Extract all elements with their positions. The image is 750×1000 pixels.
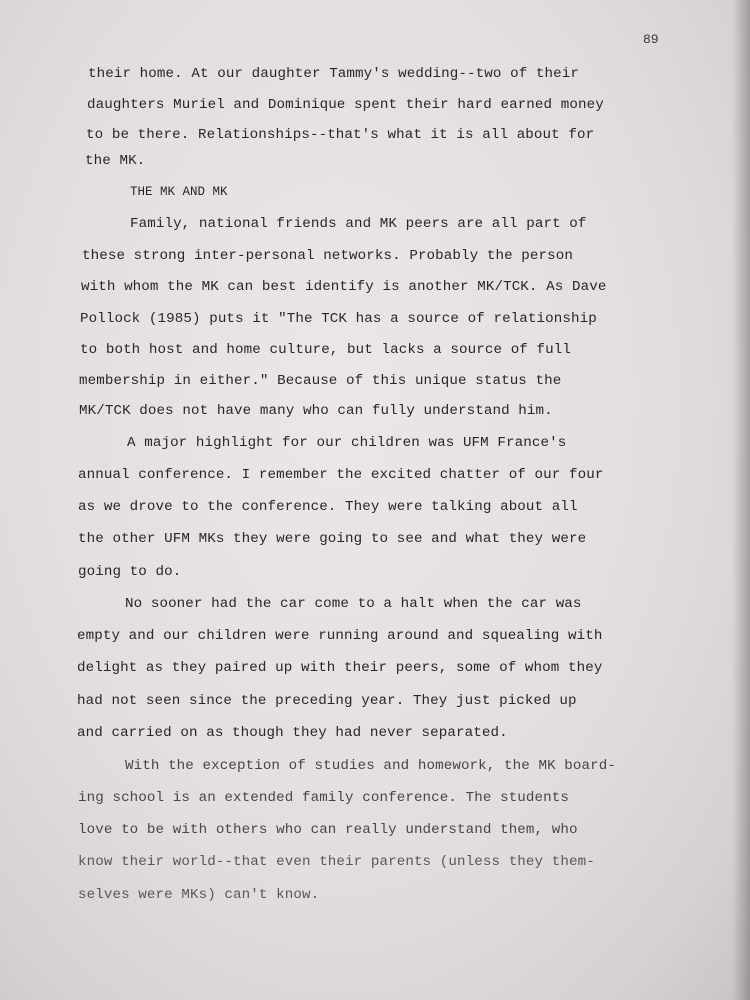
text-line: MK/TCK does not have many who can fully understand him. <box>79 403 553 419</box>
text-line: empty and our children were running around and squealing with <box>77 628 603 644</box>
text-line: delight as they paired up with their peers, some of whom they <box>77 660 603 676</box>
text-line: and carried on as though they had never separated. <box>77 725 508 741</box>
text-line: know their world--that even their parents (unless they them- <box>78 854 595 870</box>
text-line: annual conference. I remember the excited chatter of our four <box>78 467 604 483</box>
text-line: to be there. Relationships--that's what it is all about for <box>86 127 595 143</box>
text-line: going to do. <box>78 564 182 580</box>
section-heading: THE MK AND MK <box>130 185 228 199</box>
text-line: membership in either." Because of this unique status the <box>79 373 562 389</box>
text-line: the MK. <box>85 153 146 169</box>
text-line: with whom the MK can best identify is another MK/TCK. As Dave <box>81 279 607 295</box>
text-line: No sooner had the car come to a halt when the car was <box>125 596 582 612</box>
text-line: their home. At our daughter Tammy's wedding--two of their <box>88 66 579 82</box>
text-line: love to be with others who can really understand them, who <box>78 822 578 838</box>
text-line: daughters Muriel and Dominique spent their hard earned money <box>87 97 604 113</box>
bleed-through-text <box>300 150 308 166</box>
text-line: A major highlight for our children was UFM France's <box>127 435 567 451</box>
text-line: had not seen since the preceding year. They just picked up <box>77 693 577 709</box>
text-line: With the exception of studies and homework, the MK board- <box>125 758 616 774</box>
text-line: to both host and home culture, but lacks a source of full <box>80 342 571 358</box>
page-number: 89 <box>643 32 659 47</box>
text-line: these strong inter-personal networks. Probably the person <box>82 248 573 264</box>
text-line: Pollock (1985) puts it "The TCK has a source of relationship <box>80 311 597 327</box>
text-line: Family, national friends and MK peers are all part of <box>130 216 587 232</box>
text-line: ing school is an extended family conference. The students <box>78 790 569 806</box>
text-line: selves were MKs) can't know. <box>78 887 320 903</box>
text-line: as we drove to the conference. They were talking about all <box>78 499 578 515</box>
text-line: the other UFM MKs they were going to see and what they were <box>78 531 587 547</box>
